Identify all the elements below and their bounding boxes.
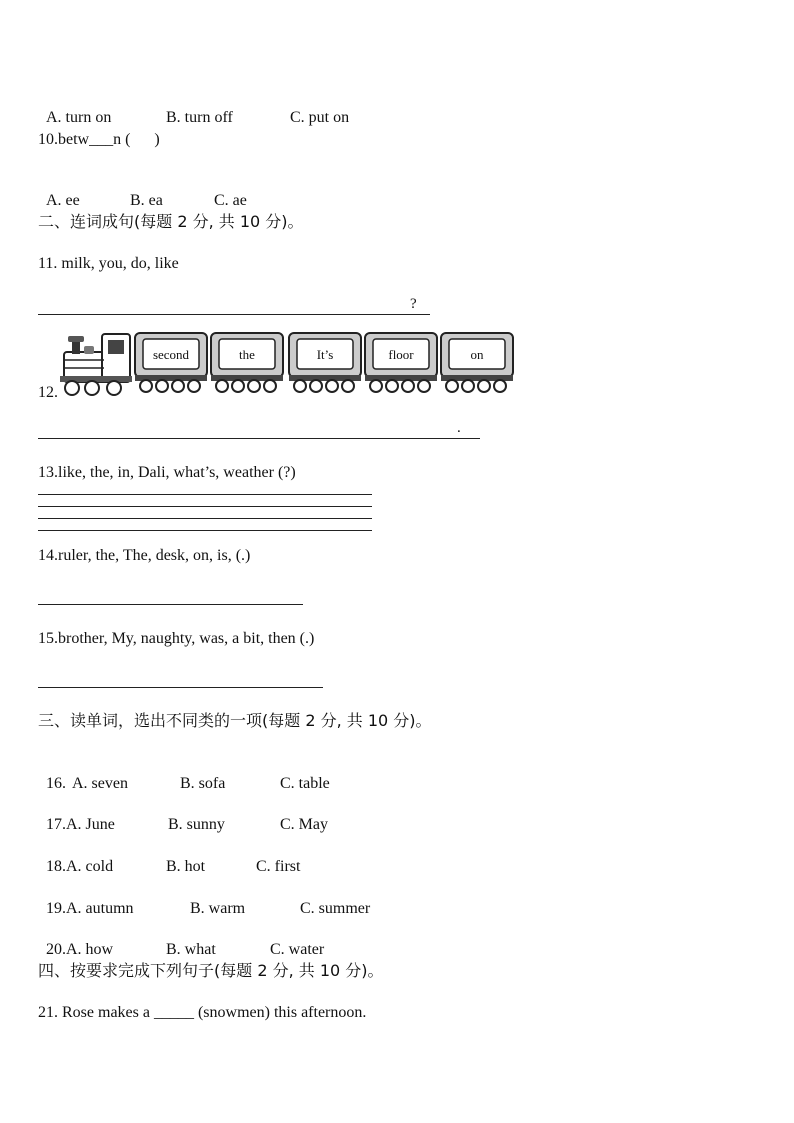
q14-stem: 14.ruler, the, The, desk, on, is, (.): [38, 547, 251, 564]
q10-stem: 10.betw___n ( ): [38, 131, 160, 148]
q15-answer-line[interactable]: [38, 687, 323, 688]
q10-options: [38, 171, 247, 211]
q18-option-b: B. hot: [166, 858, 206, 875]
train-car-word: the: [239, 347, 255, 362]
q9-option-b: B. turn off: [166, 109, 233, 126]
q18-option-c: C. first: [256, 858, 301, 875]
q20-row: [38, 920, 324, 960]
q17-option-a: A. June: [66, 816, 115, 833]
q18-option-a: A. cold: [66, 858, 114, 875]
q16-number: 16.: [46, 775, 66, 792]
q16-row: [38, 754, 330, 794]
q19-row: [38, 879, 370, 919]
train-car-word: It’s: [316, 347, 334, 362]
q9-option-a: A. turn on: [46, 109, 112, 126]
q17-option-b: B. sunny: [168, 816, 225, 833]
q12-answer-line[interactable]: [38, 438, 480, 439]
q19-option-a: A. autumn: [66, 900, 134, 917]
q13-writing-line-2[interactable]: [38, 506, 372, 507]
q9-options: [38, 88, 349, 128]
train-car-word: second: [152, 347, 190, 362]
q13-writing-line-4[interactable]: [38, 530, 372, 531]
q19-option-b: B. warm: [190, 900, 246, 917]
q20-option-b: B. what: [166, 941, 216, 958]
train-car-1: [135, 333, 207, 392]
q10-option-a: A. ee: [46, 192, 80, 209]
train-car-2: [211, 333, 283, 392]
q9-option-c: C. put on: [290, 109, 350, 126]
q13-writing-line-1[interactable]: [38, 494, 372, 495]
q18-row: [38, 837, 300, 877]
q17-row: [38, 795, 328, 835]
q20-number: 20.: [46, 941, 66, 958]
q16-option-c: C. table: [280, 775, 330, 792]
q11-stem: 11. milk, you, do, like: [38, 255, 179, 272]
q17-number: 17.: [46, 816, 66, 833]
q17-option-c: C. May: [280, 816, 328, 833]
q11-answer-line[interactable]: [38, 314, 430, 315]
q18-number: 18.: [46, 858, 66, 875]
q16-option-a: A. seven: [72, 775, 128, 792]
train-car-5: [441, 333, 513, 392]
q20-option-c: C. water: [270, 941, 325, 958]
train-locomotive-icon: [60, 334, 132, 395]
q11-end-mark: ?: [410, 296, 417, 312]
train-car-word: on: [470, 347, 484, 362]
train-car-3: [289, 333, 361, 392]
q16-option-b: B. sofa: [180, 775, 226, 792]
q19-option-c: C. summer: [300, 900, 371, 917]
q15-stem: 15.brother, My, naughty, was, a bit, then (.): [38, 630, 315, 647]
q13-stem: 13.like, the, in, Dali, what’s, weather (?): [38, 464, 296, 481]
section4-title: 四、按要求完成下列句子(每题 2 分, 共 10 分)。: [38, 961, 384, 980]
q14-answer-line[interactable]: [38, 604, 303, 605]
q20-option-a: A. how: [66, 941, 114, 958]
q19-number: 19.: [46, 900, 66, 917]
q10-option-b: B. ea: [130, 192, 163, 209]
q12-end-mark: .: [457, 420, 461, 436]
q10-option-c: C. ae: [214, 192, 247, 209]
q12-number: 12.: [38, 384, 58, 401]
train-car-word: floor: [388, 347, 414, 362]
section2-title: 二、连词成句(每题 2 分, 共 10 分)。: [38, 212, 304, 231]
q12-train-illustration: [58, 330, 518, 396]
q13-writing-line-3[interactable]: [38, 518, 372, 519]
section3-title: 三、读单词，选出不同类的一项(每题 2 分, 共 10 分)。: [38, 711, 432, 730]
q21-stem: 21. Rose makes a _____ (snowmen) this afternoon.: [38, 1004, 367, 1021]
train-car-4: [365, 333, 437, 392]
